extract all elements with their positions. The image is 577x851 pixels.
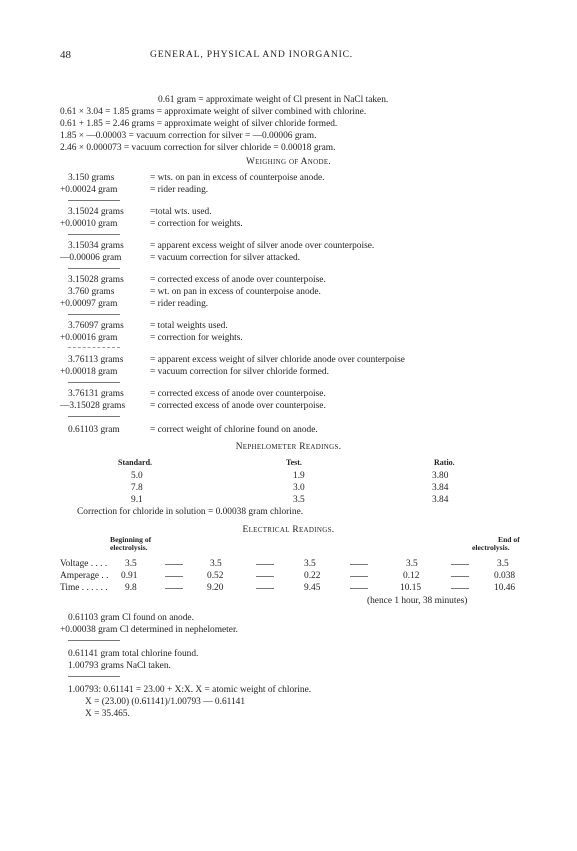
- weighing-desc: = correction for weights.: [150, 333, 243, 343]
- weighing-amount: —3.15028 grams: [60, 401, 126, 411]
- reading: 0.12: [403, 571, 420, 581]
- weighing-desc: = vacuum correction for silver chloride formed.: [150, 367, 329, 377]
- weighing-amount: 3.150 grams: [68, 173, 115, 183]
- row-label: Voltage . . . .: [60, 559, 108, 569]
- weighing-desc: = rider reading.: [150, 299, 209, 309]
- weighing-desc: = vacuum correction for silver attacked.: [150, 253, 301, 263]
- page-number: 48: [60, 49, 71, 61]
- intro-line: 0.61 + 1.85 = 2.46 grams = approximate weight of silver chloride formed.: [60, 119, 338, 129]
- table-cell: 3.84: [432, 495, 449, 505]
- running-title: GENERAL, PHYSICAL AND INORGANIC.: [150, 49, 353, 60]
- reading: 3.5: [210, 559, 222, 569]
- table-cell: 7.8: [131, 483, 143, 493]
- reading: 3.5: [406, 559, 418, 569]
- weighing-desc: = corrected excess of anode over counterpoise.: [150, 401, 326, 411]
- divider: [68, 382, 120, 383]
- separator-dash: [350, 588, 368, 589]
- table-cell: 3.5: [293, 495, 305, 505]
- row-label: Amperage . .: [60, 571, 109, 581]
- weighing-amount: 3.76097 grams: [68, 321, 124, 331]
- reading: 0.038: [494, 571, 516, 581]
- end-label: End of: [498, 535, 520, 544]
- weighing-amount: +0.00024 gram: [60, 185, 118, 195]
- weighing-amount: 3.15028 grams: [68, 275, 124, 285]
- weighing-amount: —0.00006 gram: [60, 253, 122, 263]
- divider: [68, 676, 120, 677]
- column-header-test: Test.: [286, 458, 302, 467]
- equation-line: X = 35.465.: [85, 709, 130, 719]
- begin-label: electrolysis.: [110, 543, 148, 552]
- weighing-desc: = rider reading.: [150, 185, 209, 195]
- reading: 9.20: [207, 583, 224, 593]
- reading: 0.22: [304, 571, 321, 581]
- begin-label: Beginning of: [110, 535, 152, 544]
- separator-dash: [350, 564, 368, 565]
- separator-dash: [165, 564, 183, 565]
- time-note: (hence 1 hour, 38 minutes): [367, 596, 468, 606]
- table-cell: 3.84: [432, 483, 449, 493]
- row-label: Time . . . . . .: [60, 583, 108, 593]
- intro-line: 0.61 × 3.04 = 1.85 grams = approximate weight of silver combined with chlorine.: [60, 107, 367, 117]
- intro-line: 1.85 × —0.00003 = vacuum correction for silver = —0.00006 gram.: [60, 131, 317, 141]
- summary-line: 1.00793 grams NaCl taken.: [68, 661, 171, 671]
- table-cell: 3.80: [432, 471, 449, 481]
- reading: 3.5: [304, 559, 316, 569]
- weighing-amount: 3.15024 grams: [68, 207, 124, 217]
- column-header-standard: Standard.: [118, 458, 153, 467]
- reading: 3.5: [497, 559, 509, 569]
- weighing-amount: +0.00016 gram: [60, 333, 118, 343]
- weighing-desc: = wt. on pan in excess of counterpoise anode.: [150, 287, 321, 297]
- table-cell: 1.9: [293, 471, 305, 481]
- weighing-desc: = total weights used.: [150, 321, 228, 331]
- weighing-amount: +0.00018 gram: [60, 367, 118, 377]
- divider: [68, 416, 120, 417]
- weighing-desc: = apparent excess weight of silver anode over counterpoise.: [150, 241, 375, 251]
- reading: 0.91: [121, 571, 138, 581]
- weighing-amount: 0.61103 gram: [68, 425, 120, 435]
- table-cell: 9.1: [131, 495, 143, 505]
- equation-line: 1.00793: 0.61141 = 23.00 + X:X. X = atomic weight of chlorine.: [68, 685, 312, 695]
- reading: 9.8: [125, 583, 137, 593]
- nephelometer-heading: Nephelometer Readings.: [235, 442, 342, 452]
- divider: [68, 314, 120, 315]
- weighing-amount: 3.76113 grams: [68, 355, 124, 365]
- reading: 0.52: [207, 571, 224, 581]
- weighing-desc: =total wts. used.: [150, 207, 212, 217]
- weighing-desc: = corrected excess of anode over counterpoise.: [150, 389, 326, 399]
- weighing-desc: = correct weight of chlorine found on anode.: [150, 425, 318, 435]
- divider: [68, 268, 120, 269]
- separator-dash: [165, 576, 183, 577]
- intro-line: 0.61 gram = approximate weight of Cl present in NaCl taken.: [158, 95, 389, 105]
- table-cell: 3.0: [293, 483, 305, 493]
- separator-dash: [165, 588, 183, 589]
- reading: 3.5: [125, 559, 137, 569]
- table-cell: 5.0: [131, 471, 143, 481]
- correction-line: Correction for chloride in solution = 0.00038 gram chlorine.: [77, 507, 304, 517]
- reading: 10.46: [494, 583, 516, 593]
- separator-dash: [451, 576, 469, 577]
- divider: [68, 234, 120, 235]
- separator-dash: [256, 576, 274, 577]
- weighing-amount: 3.15034 grams: [68, 241, 124, 251]
- intro-line: 2.46 × 0.000073 = vacuum correction for silver chloride = 0.00018 gram.: [60, 143, 336, 153]
- separator-dash: [256, 588, 274, 589]
- divider: [68, 640, 120, 641]
- weighing-amount: 3.760 grams: [68, 287, 115, 297]
- separator-dash: [451, 564, 469, 565]
- weighing-desc: = corrected excess of anode over counterpoise.: [150, 275, 326, 285]
- weighing-amount: +0.00097 gram: [60, 299, 118, 309]
- separator-dash: [451, 588, 469, 589]
- divider: [68, 347, 120, 348]
- summary-line: 0.61141 gram total chlorine found.: [68, 649, 199, 659]
- summary-line: +0.00038 gram Cl determined in nephelometer.: [60, 625, 238, 635]
- summary-line: 0.61103 gram Cl found on anode.: [68, 613, 194, 623]
- column-header-ratio: Ratio.: [434, 458, 455, 467]
- weighing-desc: = correction for weights.: [150, 219, 243, 229]
- weighing-amount: 3.76131 grams: [68, 389, 124, 399]
- divider: [68, 200, 120, 201]
- weighing-desc: = wts. on pan in excess of counterpoise anode.: [150, 173, 325, 183]
- separator-dash: [256, 564, 274, 565]
- equation-line: X = (23.00) (0.61141)/1.00793 — 0.61141: [85, 697, 246, 707]
- reading: 10.15: [400, 583, 422, 593]
- weighing-desc: = apparent excess weight of silver chloride anode over counterpoise: [150, 355, 405, 365]
- separator-dash: [350, 576, 368, 577]
- reading: 9.45: [304, 583, 321, 593]
- weighing-amount: +0.00010 gram: [60, 219, 118, 229]
- electrical-heading: Electrical Readings.: [242, 525, 335, 535]
- end-label: electrolysis.: [472, 543, 510, 552]
- weighing-heading: Weighing of Anode.: [245, 157, 332, 167]
